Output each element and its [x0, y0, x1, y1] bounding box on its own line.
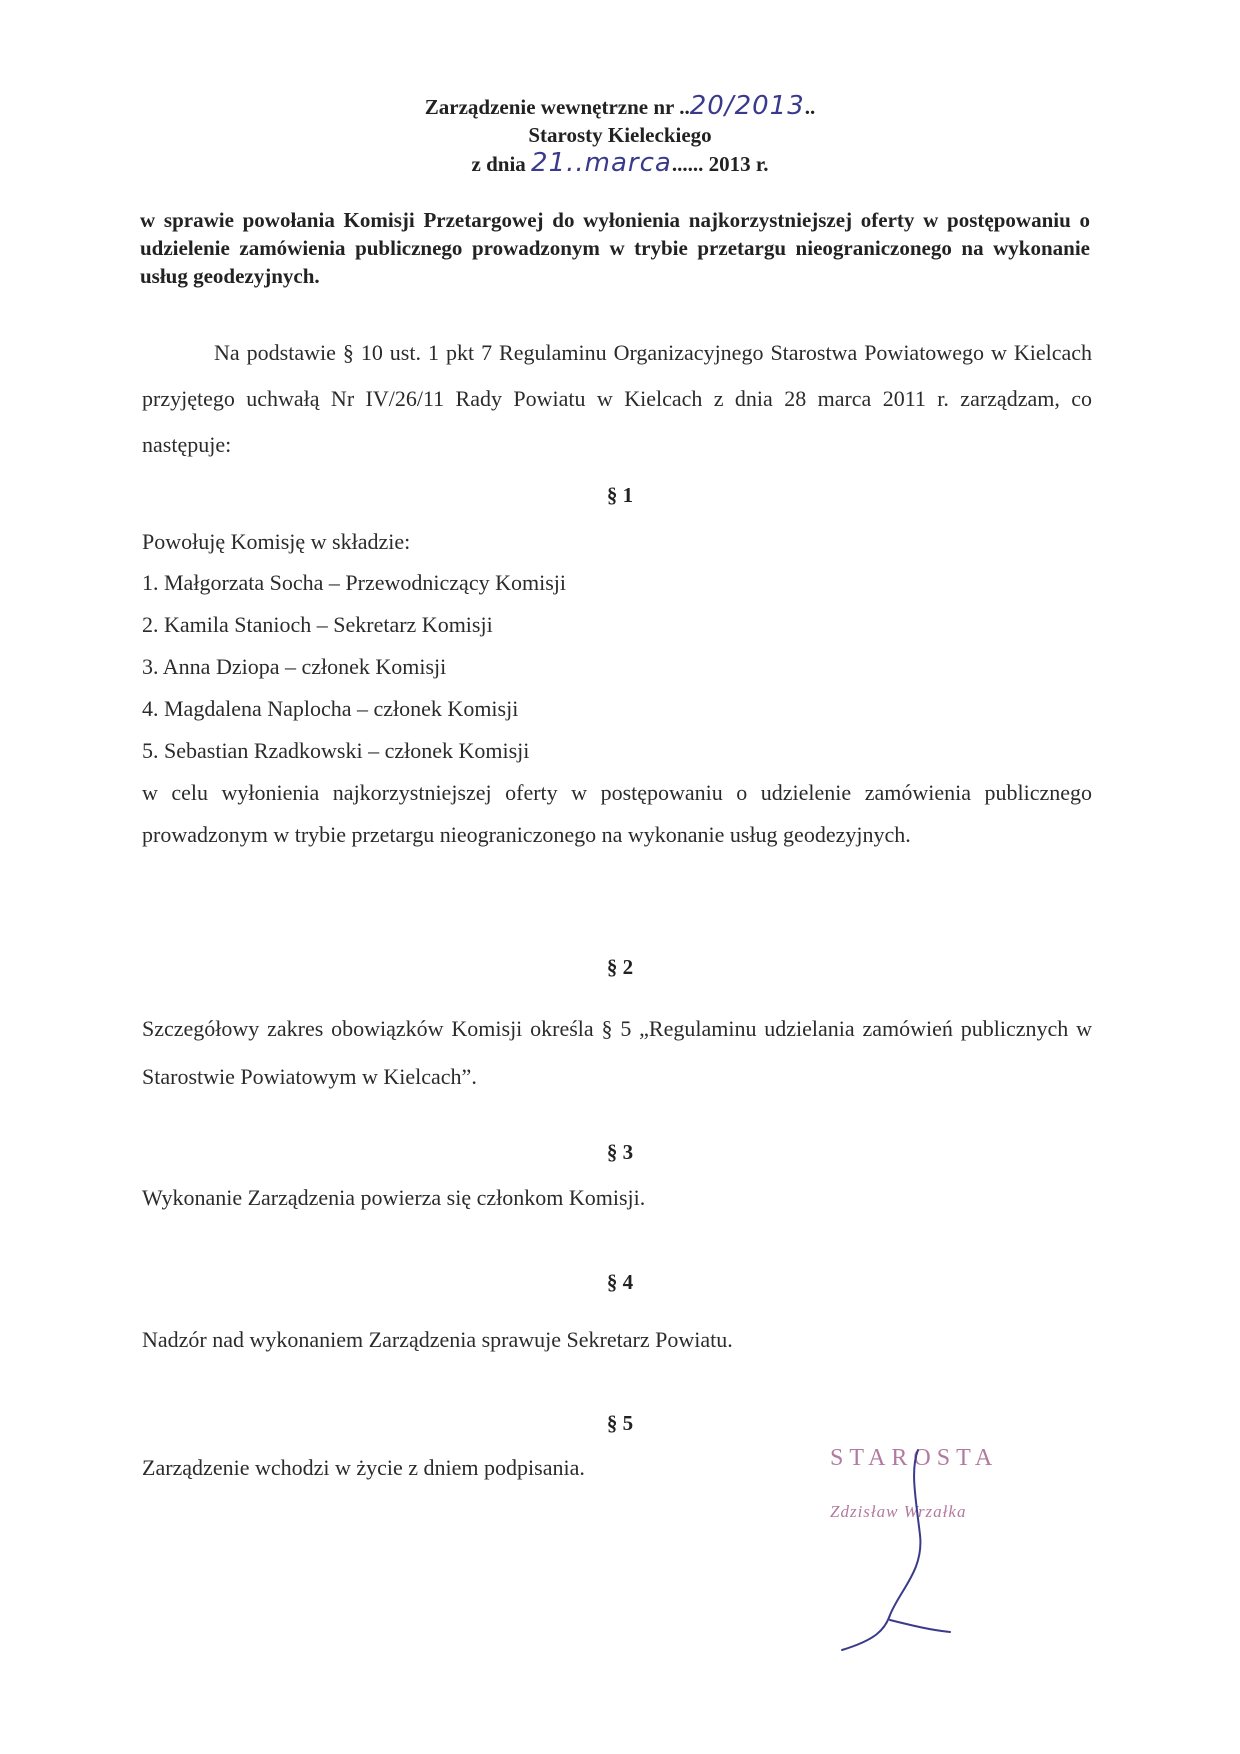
section-1-purpose: w celu wyłonienia najkorzystniejszej oferty w postępowaniu o udzielenie zamówienia publicznego prowadzonym w trybie przetargu nieograniczonego na wykonanie usług geodezyjnych.	[142, 780, 1092, 847]
section-1-heading: § 1	[606, 483, 634, 507]
order-title-prefix: Zarządzenie wewnętrzne nr ..	[424, 95, 690, 119]
section-5-text: Zarządzenie wchodzi w życie z dniem podpisania.	[142, 1455, 585, 1480]
member-item: 1. Małgorzata Socha – Przewodniczący Komisji	[142, 570, 566, 595]
order-title-line	[0, 92, 1240, 121]
section-2-text: Szczegółowy zakres obowiązków Komisji określa § 5 „Regulaminu udzielania zamówień publicznych w Starostwie Powiatowym w Kielcach”.	[142, 1016, 1092, 1089]
section-4-text: Nadzór nad wykonaniem Zarządzenia sprawuje Sekretarz Powiatu.	[142, 1327, 733, 1352]
section-3-text: Wykonanie Zarządzenia powierza się członkom Komisji.	[142, 1185, 646, 1210]
order-date-line	[0, 149, 1240, 178]
section-5-heading: § 5	[606, 1411, 634, 1435]
order-date-suffix: ...... 2013 r.	[671, 152, 769, 176]
section-4-heading: § 4	[606, 1270, 634, 1294]
section-4-body	[142, 1320, 1092, 1360]
order-number-handwritten: 20/2013	[689, 91, 805, 121]
section-3-body	[142, 1178, 1092, 1218]
handwritten-signature	[830, 1440, 970, 1660]
preamble-block	[142, 330, 1092, 468]
member-item: 2. Kamila Stanioch – Sekretarz Komisji	[142, 612, 493, 637]
member-item: 4. Magdalena Naplocha – członek Komisji	[142, 696, 519, 721]
member-item: 3. Anna Dziopa – członek Komisji	[142, 654, 447, 679]
member-item: 5. Sebastian Rzadkowski – członek Komisji	[142, 738, 530, 763]
section-2-heading: § 2	[606, 955, 634, 979]
order-date-prefix: z dnia	[471, 152, 532, 176]
order-title-suffix: ..	[804, 95, 816, 119]
stamp-title: STAROSTA	[830, 1445, 999, 1471]
section-1-body	[142, 522, 1092, 856]
issuing-office: Starosty Kieleckiego	[528, 123, 712, 147]
section-2-body	[142, 1005, 1092, 1101]
order-subject: w sprawie powołania Komisji Przetargowej do wyłonienia najkorzystniejszej oferty w postępowaniu o udzielenie zamówienia publicznego prowadzonym w trybie przetargu nieograniczonego na wykonanie usług geodezyjnych.	[140, 208, 1090, 288]
section-3-heading: § 3	[606, 1140, 634, 1164]
document-header	[0, 92, 1240, 178]
preamble-text: Na podstawie § 10 ust. 1 pkt 7 Regulaminu Organizacyjnego Starostwa Powiatowego w Kielcach przyjętego uchwałą Nr IV/26/11 Rady Powiatu w Kielcach z dnia 28 marca 2011 r. zarządzam, co następuje:	[142, 340, 1092, 457]
section-1-intro: Powołuję Komisję w składzie:	[142, 529, 411, 554]
order-date-handwritten: 21..marca	[531, 148, 672, 178]
stamp-name: Zdzisław Wrzałka	[830, 1502, 967, 1521]
